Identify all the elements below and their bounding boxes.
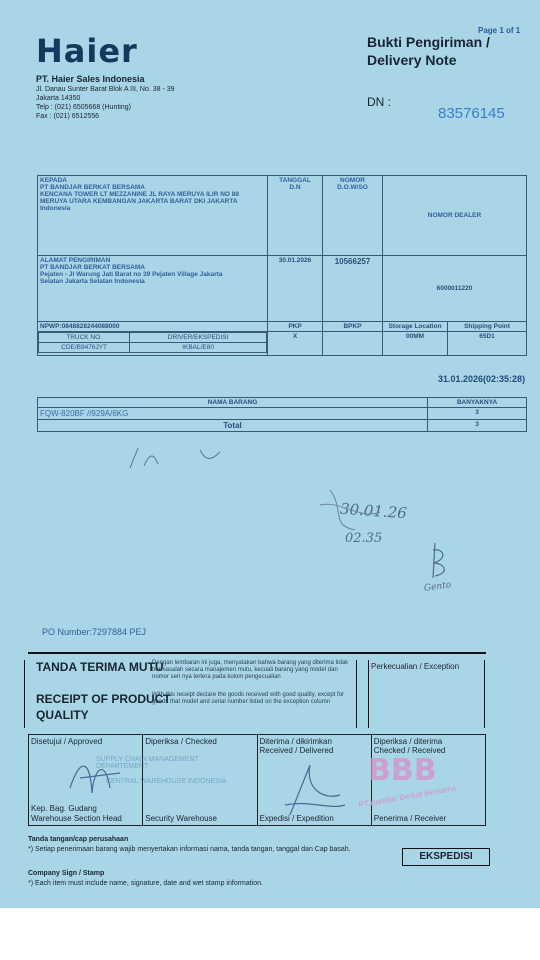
footer-company-sign: Company Sign / Stamp (28, 870, 105, 877)
approved-label: Disetujui / Approved (31, 737, 103, 746)
tanggal-sub: D.N (289, 184, 301, 191)
handwritten-signer-name: Gento (423, 580, 452, 594)
exception-box (368, 660, 485, 728)
tanda-terima-title: TANDA TERIMA MUTU (36, 660, 164, 674)
bracket-mid (354, 660, 357, 728)
tanggal-label: TANGGAL (279, 177, 311, 184)
warehouse-stamp-line-2: CENTRAL WAREHOUSE INDONESIA (106, 778, 227, 785)
dn-date: 30.01.2026 (268, 256, 323, 322)
item-scribble (110, 440, 250, 470)
truck-header: TRUCK NO. (39, 333, 130, 343)
alamat-address-1: Pejaten - Jl Warung Jati Barat no 39 Pejaten Village Jakarta (40, 271, 223, 278)
document-title (367, 33, 527, 69)
checked-bottom: Security Warehouse (145, 814, 217, 823)
warehouse-stamp-line-1: SUPPLY CHAIN MANAGEMENT DEPARTEMENT (96, 756, 199, 770)
company-address-1: Jl. Danau Sunter Barat Blok A III, No. 38 - 39 (36, 86, 175, 93)
footer-note-en: *) Each item must include name, signature, date and wet stamp information. (28, 880, 264, 887)
title-line-2: Delivery Note (367, 52, 457, 68)
alamat-name: PT BANDJAR BERKAT BERSAMA (40, 264, 145, 271)
items-table (37, 397, 527, 432)
title-line-1: Bukti Pengiriman / (367, 34, 490, 50)
exception-label: Perkecualian / Exception (371, 662, 460, 671)
total-label: Total (38, 420, 428, 432)
delivered-label-1: Diterima / dikirimkan (259, 737, 332, 746)
print-timestamp: 31.01.2026(02:35:28) (438, 374, 526, 384)
nomor-header (323, 176, 383, 256)
receiver-company-stamp-text: PT.Bandjar Berkat Bersama (357, 783, 457, 810)
page-indicator: Page 1 of 1 (478, 26, 521, 35)
company-name: PT. Haier Sales Indonesia (36, 74, 145, 84)
checked-label: Diperiksa / Checked (145, 737, 217, 746)
driver-header: DRIVER/EKSPEDISI (130, 333, 267, 343)
bpkp-header: BPKP (323, 322, 383, 332)
kepada-address-1: KENCANA TOWER LT MEZZANINE JL RAYA MERUYA ILIR NO 88 (40, 191, 239, 198)
alamat-address-2: Selatan Jakarta Selatan Indonesia (40, 278, 145, 285)
receipt-text-id: Dengan lembaran ini juga, menyatakan bahwa barang yang diterima tidak bermasalah secara manajemen mutu, kecuali barang yang model dan nomor seri nya tertera pada kolom pengecualian (152, 660, 349, 680)
pkp-header: PKP (268, 322, 323, 332)
shipping-header: Shipping Point (448, 322, 527, 332)
receipt-text-en: With this receipt declare the goods received with good quality, except for goods that model and serial number listed on the exception column (152, 692, 344, 705)
nomor-sub: D.O.W/SO (337, 184, 368, 191)
do-number: 10566257 (323, 256, 383, 322)
storage-location: 00MM (383, 332, 448, 356)
expedition-signature (270, 760, 350, 820)
shipping-point: 65D1 (448, 332, 527, 356)
dealer-number: 6000011220 (383, 256, 527, 322)
company-address-2: Jakarta 14350 (36, 95, 81, 102)
ekspedisi-label: EKSPEDISI (402, 848, 490, 866)
approved-bottom-2: Warehouse Section Head (31, 814, 122, 823)
bracket-left (24, 660, 27, 728)
receiver-label-1: Diperiksa / diterima (373, 737, 443, 746)
item-qty-header: BANYAKNYA (428, 398, 527, 408)
dn-number: 83576145 (438, 105, 505, 122)
kepada-name: PT BANDJAR BERKAT BERSAMA (40, 184, 145, 191)
truck-driver-cell (38, 332, 268, 356)
po-number: PO Number:7297884 PEJ (42, 627, 147, 637)
dealer-header: NOMOR DEALER (383, 176, 527, 256)
delivered-bottom: Expedisi / Expedition (259, 814, 334, 823)
truck-number: CDE/B9476JYT (39, 343, 130, 353)
kepada-address-2: MERUYA UTARA KEMBANGAN JAKARTA BARAT DKI JAKARTA (40, 198, 238, 205)
alamat-cell (38, 256, 268, 322)
npwp: NPWP:0848828244088000 (38, 322, 268, 332)
alamat-label: ALAMAT PENGIRIMAN (40, 257, 111, 264)
receipt-title-1: RECEIPT OF PRODUCT (36, 692, 171, 706)
receiver-label-2: Checked / Received (373, 746, 446, 755)
kepada-address-3: Indonesia (40, 205, 71, 212)
receiver-company-stamp-logo: BBB (368, 753, 437, 788)
handwritten-time: 02.35 (345, 531, 383, 546)
receipt-title-2: QUALITY (36, 708, 89, 722)
storage-header: Storage Location (383, 322, 448, 332)
quality-receipt-section (28, 652, 486, 730)
nomor-label: NOMOR (340, 177, 365, 184)
approved-bottom-1: Kep. Bag. Gudang (31, 804, 97, 813)
footer-note-id: *) Setiap penerimaan barang wajib menyertakan informasi nama, tanda tangan, tanggal dan Cap basah. (28, 846, 351, 853)
item-name-header: NAMA BARANG (38, 398, 428, 408)
company-telp: Telp : (021) 6505668 (Hunting) (36, 104, 131, 111)
tanggal-header (268, 176, 323, 256)
footer-sign-label: Tanda tangan/cap perusahaan (28, 836, 129, 843)
bpkp-value (323, 332, 383, 356)
item-qty: 3 (428, 408, 527, 420)
item-name: FQW-820BF //929A/6KG (38, 408, 428, 420)
handwritten-date: 30.01.26 (339, 499, 408, 523)
kepada-cell (38, 176, 268, 256)
checker-signature (300, 470, 440, 540)
consignee-table (37, 175, 527, 356)
approver-signature (60, 748, 140, 808)
pkp-value: X (268, 332, 323, 356)
dn-label: DN : (367, 95, 391, 109)
delivered-label-2: Received / Delivered (259, 746, 334, 755)
truck-driver-table (38, 332, 267, 353)
receiver-bottom: Penerima / Receiver (373, 814, 447, 823)
kepada-label: KEPADA (40, 177, 67, 184)
company-fax: Fax : (021) 6512556 (36, 113, 100, 120)
driver-name: IKBAL/E80 (130, 343, 267, 353)
table-row (38, 408, 527, 420)
total-qty: 3 (428, 420, 527, 432)
haier-logo: Haier (36, 32, 138, 70)
